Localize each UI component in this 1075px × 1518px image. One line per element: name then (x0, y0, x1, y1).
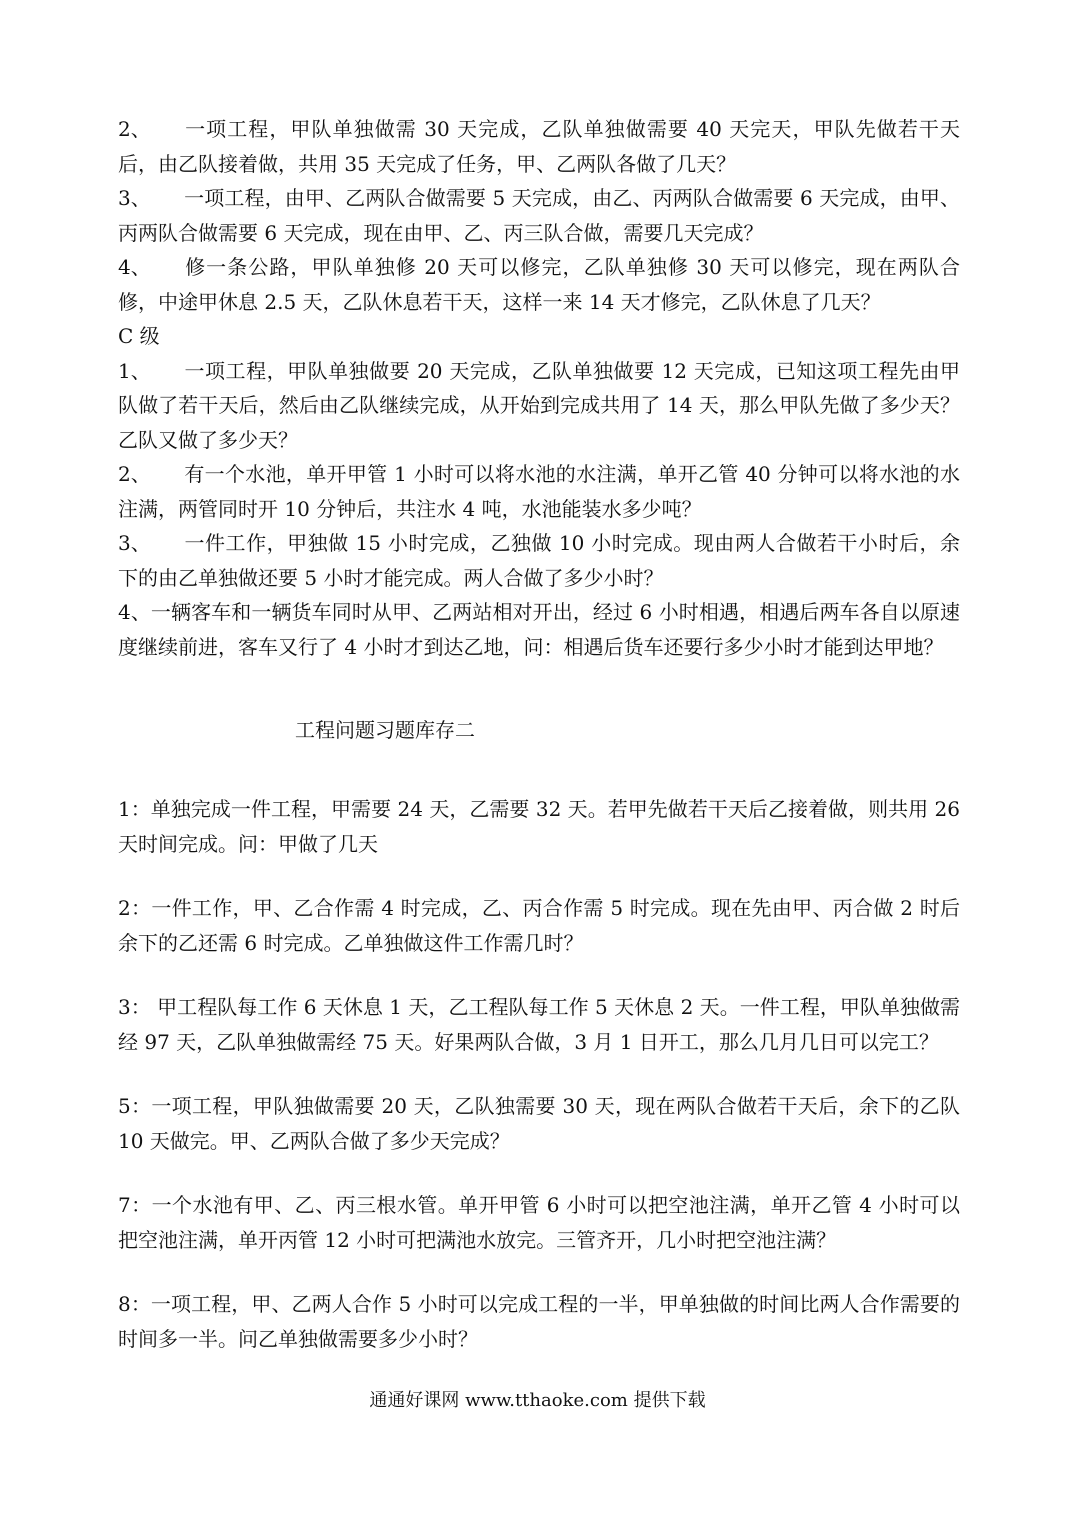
spacer (118, 1158, 960, 1188)
problem-c4 (118, 595, 960, 664)
problem-number: 4、 (118, 255, 151, 279)
spacer (118, 861, 960, 891)
problem-c2 (118, 457, 960, 526)
problem-number: 2、 (118, 117, 151, 141)
level-c-heading: C 级 (118, 324, 160, 348)
problem-number: 3、 (118, 186, 151, 210)
problem-number: 2、 (118, 462, 151, 486)
section-title: 工程问题习题库存二 (295, 718, 475, 742)
problem-text: 一项工程，由甲、乙两队合做需要 5 天完成，由乙、丙两队合做需要 6 天完成，由甲、丙两队合做需要 6 天完成，现在由甲、乙、丙三队合做，需要几天完成？ (118, 186, 960, 245)
document-body (118, 112, 960, 1356)
problem-two-8: 8：一项工程，甲、乙两人合作 5 小时可以完成工程的一半，甲单独做的时间比两人合作需要的时间多一半。问乙单独做需要多少小时？ (118, 1292, 960, 1351)
problem-text: 有一个水池，单开甲管 1 小时可以将水池的水注满，单开乙管 40 分钟可以将水池的水注满，两管同时开 10 分钟后，共注水 4 吨，水池能装水多少吨？ (118, 462, 960, 521)
spacer (118, 960, 960, 990)
problem-two-1: 1：单独完成一件工程，甲需要 24 天，乙需要 32 天。若甲先做若干天后乙接着做，则共用 26 天时间完成。问：甲做了几天 (118, 797, 960, 856)
problem-c3 (118, 526, 960, 595)
problem-c1 (118, 354, 960, 458)
problem-b3 (118, 181, 960, 250)
spacer (118, 1257, 960, 1287)
problem-text: 一项工程，甲队单独做需 30 天完成，乙队单独做需要 40 天完天，甲队先做若干天后，由乙队接着做，共用 35 天完成了任务，甲、乙两队各做了几天？ (118, 117, 960, 176)
problem-text: 修一条公路，甲队单独修 20 天可以修完，乙队单独修 30 天可以修完，现在两队合修，中途甲休息 2.5 天，乙队休息若干天，这样一来 14 天才修完，乙队休息了几天？ (118, 255, 960, 314)
problem-text: 一项工程，甲队单独做要 20 天完成，乙队单独做要 12 天完成，已知这项工程先由甲队做了若干天后，然后由乙队继续完成，从开始到完成共用了 14 天，那么甲队先做了多少天？乙队又做了多少天？ (118, 358, 960, 452)
page-footer: 通通好课网 www.tthaoke.com 提供下载 (369, 1390, 706, 1411)
problem-text: 一件工作，甲独做 15 小时完成，乙独做 10 小时完成。现由两人合做若干小时后，余下的由乙单独做还要 5 小时才能完成。两人合做了多少小时？ (118, 531, 960, 590)
problem-number: 1、 (118, 358, 151, 383)
problem-b2 (118, 112, 960, 181)
problem-two-2: 2：一件工作，甲、乙合作需 4 时完成，乙、丙合作需 5 时完成。现在先由甲、丙合做 2 时后余下的乙还需 6 时完成。乙单独做这件工作需几时？ (118, 896, 960, 955)
problem-number: 3、 (118, 531, 151, 555)
problem-two-3: 3： 甲工程队每工作 6 天休息 1 天，乙工程队每工作 5 天休息 2 天。一件工程，甲队单独做需经 97 天，乙队单独做需经 75 天。好果两队合做，3 月 1 日开工，那么几月几日可以完工？ (118, 995, 960, 1054)
problem-two-7: 7：一个水池有甲、乙、丙三根水管。单开甲管 6 小时可以把空池注满，单开乙管 4 小时可以把空池注满，单开丙管 12 小时可把满池水放完。三管齐开，几小时把空池注满？ (118, 1193, 960, 1252)
problem-two-5: 5：一项工程，甲队独做需要 20 天，乙队独需要 30 天，现在两队合做若干天后，余下的乙队 10 天做完。甲、乙两队合做了多少天完成？ (118, 1094, 960, 1153)
problem-text: 4、一辆客车和一辆货车同时从甲、乙两站相对开出，经过 6 小时相遇，相遇后两车各自以原速度继续前进，客车又行了 4 小时才到达乙地，问：相遇后货车还要行多少小时才能到达甲地？ (118, 600, 960, 659)
spacer (118, 1059, 960, 1089)
problem-b4 (118, 250, 960, 319)
